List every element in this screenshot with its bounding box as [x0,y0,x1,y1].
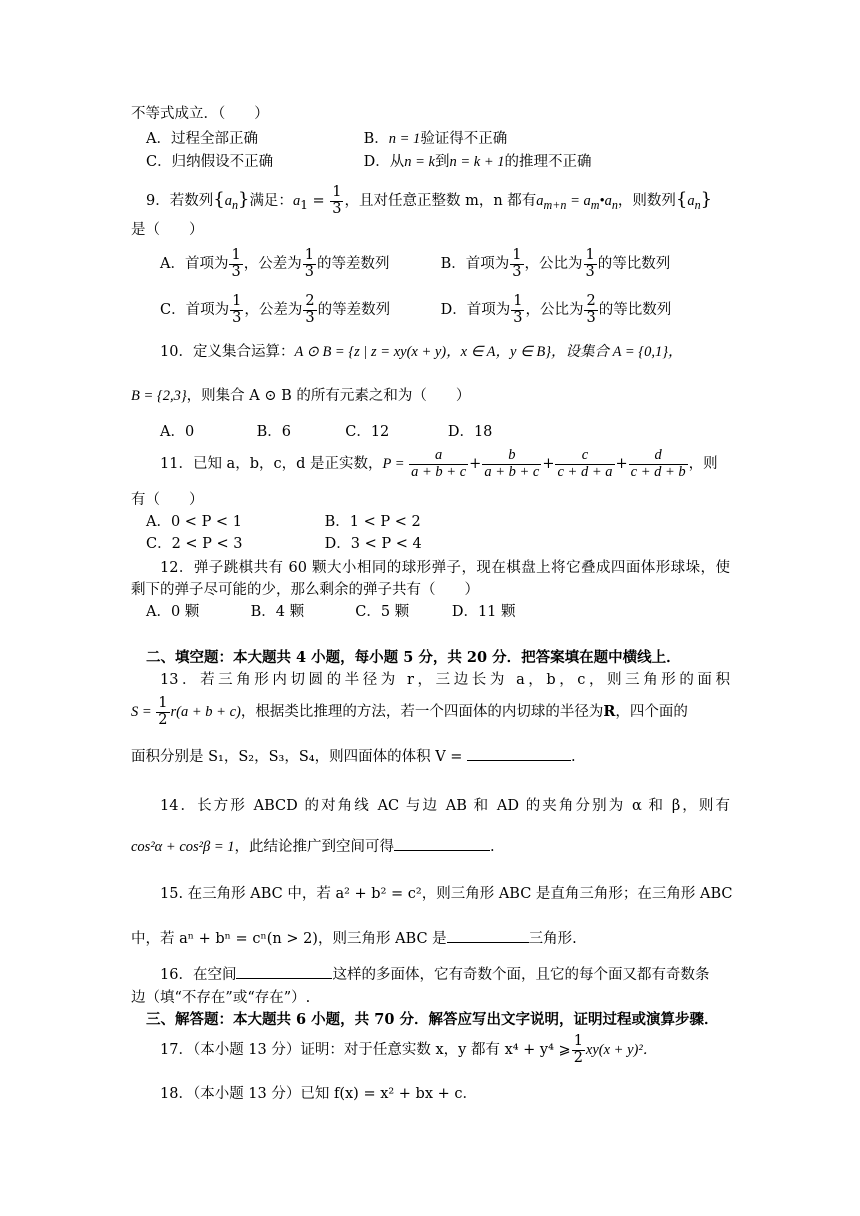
q15-line1: 15. 在三角形 ABC 中，若 a² + b² = c²，则三角形 ABC 是直角三角形；在三角形 ABC [160,886,733,902]
q10-option-a: A．0 [160,424,195,440]
q10-stem: 10．定义集合运算：A ⊙ B = {z | z = xy(x + y)，x ∈ A，y ∈ B}，设集合 A = {0,1}， [160,344,683,360]
q8-options-row2 [146,152,746,172]
q12-line2: 剩下的弹子尽可能的少，那么剩余的弹子共有（ ） [131,582,479,598]
q12-option-a: A．0 颗 [146,604,200,620]
q14-line1: 14．长方形 ABCD 的对角线 AC 与边 AB 和 AD 的夹角分别为 α 和 β，则有 [160,798,730,814]
q16-line1: 16．在空间 这样的多面体，它有奇数个面，且它的每个面又都有奇数条 [160,964,760,985]
q9-option-b: B．首项为 $\frac{1}{3}$ ，公比为 $\frac{1}{3}$ 的等比数列 [440,247,671,280]
q11-stem-end: 有（ ） [131,492,204,508]
q15-line2: 中，若 aⁿ + bⁿ = cⁿ(n > 2)，则三角形 ABC 是 三角形. [131,928,731,949]
q11-option-a: A．0 < P < 1 [146,514,242,530]
q11-options-row2 [146,534,746,554]
q8-option-a: A．过程全部正确 [146,131,258,147]
q8-tail: 不等式成立．（ ） [131,106,269,122]
q12-option-b: B．4 颗 [250,604,305,620]
q9-option-d: D．首项为 $\frac{1}{3}$ ，公比为 $\frac{2}{3}$ 的等比数列 [440,293,672,326]
q14-answer-blank[interactable] [394,836,490,851]
q12-option-d: D．11 颗 [451,604,516,620]
q11-stem: 11．已知 a，b，c，d 是正实数，P = $\frac{a}{a + b + c}$ + $\frac{b}{a + b + c}$ + $\frac{c}{c + d + a}$ + $\frac{d}{c + d + b}$ ，则 [160,447,718,480]
q10-option-c: C．12 [345,424,390,440]
q12-line1: 12．弹子跳棋共有 60 颗大小相同的球形弹子，现在棋盘上将它叠成四面体形球垛，使 [160,560,730,576]
q13-line1: 13．若三角形内切圆的半径为 r，三边长为 a，b，c，则三角形的面积 [160,672,730,688]
q9-stem: 9．若数列$\{a_n\}$满足：$a_1$ = $\frac{1}{3}$ ，且对任意正整数 m，n 都有$a_{m+n}$ = $a_m•a_n$，则数列$\{a_n\}$ [146,184,713,217]
q10-stem-2: B = {2,3}，则集合 A ⊙ B 的所有元素之和为（ ） [131,388,471,404]
q13-line3: 面积分别是 S₁，S₂，S₃，S₄，则四面体的体积 V = . [131,746,731,767]
q13-answer-blank[interactable] [467,746,571,761]
q10-options [160,422,760,442]
q9-option-c: C．首项为 $\frac{1}{3}$ ，公差为 $\frac{2}{3}$ 的等差数列 [160,293,391,326]
q16-line2: 边（填“不存在”或“存在”）. [131,990,311,1006]
q12-option-c: C．5 颗 [355,604,410,620]
q11-option-d: D．3 < P < 4 [324,536,422,552]
section-2-heading: 二、填空题：本大题共 4 小题，每小题 5 分，共 20 分．把答案填在题中横线上． [146,649,681,666]
q9-options-row2 [160,290,760,330]
q9-frac-one-third: $\frac{1}{3}$ [332,184,342,217]
q16-answer-blank[interactable] [236,964,332,979]
q13-line2: S = $\frac{1}{2}$ r(a + b + c)，根据类比推理的方法，若一个四面体的内切球的半径为R，四个面的 [131,695,688,728]
q11-options-row1 [146,512,746,532]
q17-stem: 17．（本小题 13 分）证明：对于任意实数 x，y 都有 x⁴ + y⁴ ⩾ $\frac{1}{2}$ xy(x + y)²． [160,1033,658,1066]
q9-stem-end: 是（ ） [131,222,204,238]
q11-option-b: B．1 < P < 2 [324,514,421,530]
q18-stem: 18．（本小题 13 分）已知 f(x) = x² + bx + c． [160,1086,478,1102]
q8-options-row1 [146,129,746,149]
q10-option-b: B．6 [256,424,291,440]
q14-line2: cos²α + cos²β = 1，此结论推广到空间可得 . [131,836,731,857]
q15-answer-blank[interactable] [447,928,529,943]
q10-option-d: D．18 [447,424,493,440]
q9-option-a: A．首项为 $\frac{1}{3}$ ，公差为 $\frac{1}{3}$ 的等差数列 [160,247,390,280]
q8-option-b: B．n = 1验证得不正确 [363,131,508,147]
q8-option-c: C．归纳假设不正确 [146,154,274,170]
q12-options [146,602,746,622]
section-3-heading: 三、解答题：本大题共 6 小题，共 70 分．解答应写出文字说明，证明过程或演算步骤． [146,1011,719,1028]
q11-option-c: C．2 < P < 3 [146,536,243,552]
q8-option-d: D．从n = k到n = k + 1的推理不正确 [363,154,592,170]
q9-options-row1 [160,244,760,284]
